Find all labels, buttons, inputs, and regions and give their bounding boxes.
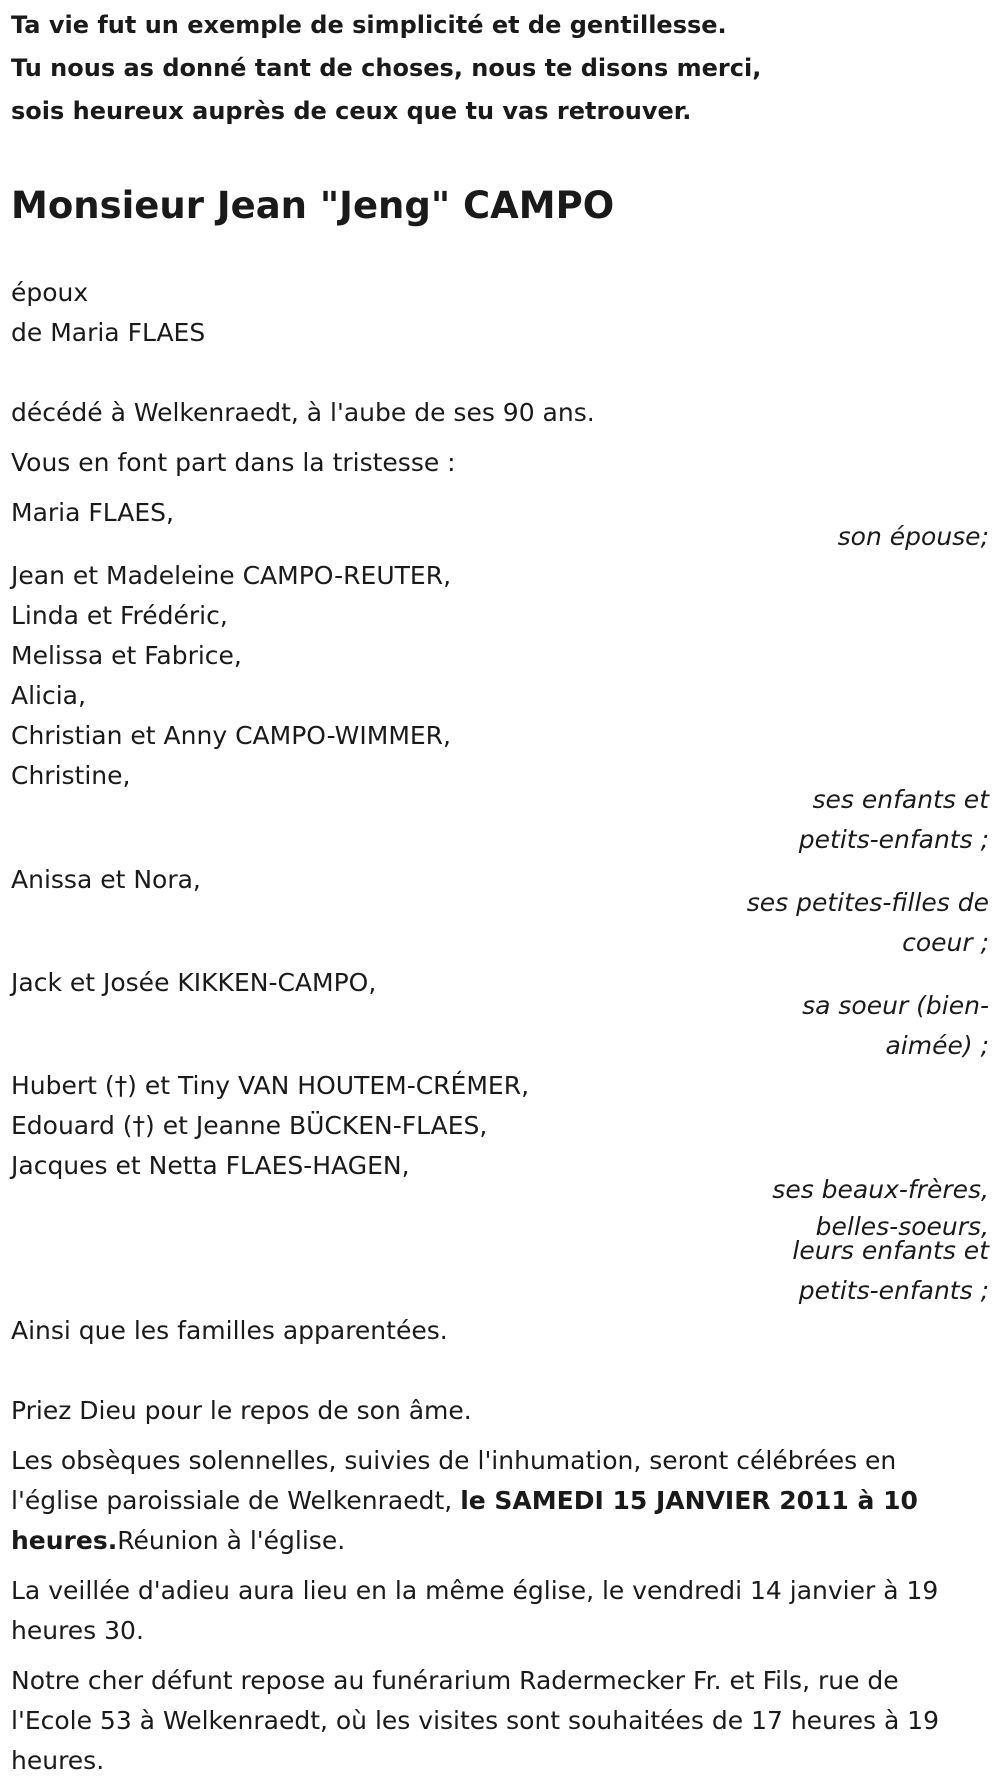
child-line: Christine, xyxy=(11,761,131,790)
quote-line-2: Tu nous as donné tant de choses, nous te disons merci, xyxy=(11,54,762,82)
inlaw-line: Hubert (†) et Tiny VAN HOUTEM-CRÉMER, xyxy=(11,1071,530,1100)
heart-name: Anissa et Nora, xyxy=(11,865,201,894)
child-line: Linda et Frédéric, xyxy=(11,601,228,630)
inlaw-line: Edouard (†) et Jeanne BÜCKEN-FLAES, xyxy=(11,1111,488,1140)
heart-relation-1: ses petites-filles de xyxy=(746,888,989,917)
funeral-text: Les obsèques solennelles, suivies de l'inhumation, seront célébrées en l'église paroissiale de Welkenraedt, xyxy=(11,1446,897,1515)
heart-relation-2: coeur ; xyxy=(902,928,989,957)
sister-name: Jack et Josée KIKKEN-CAMPO, xyxy=(11,968,377,997)
funeral-paragraph xyxy=(11,1441,986,1561)
quote-line-1: Ta vie fut un exemple de simplicité et de gentillesse. xyxy=(11,11,727,39)
funeral-meeting: Réunion à l'église. xyxy=(117,1526,346,1555)
visits-paragraph: Notre cher défunt repose au funérarium Radermecker Fr. et Fils, rue de l'Ecole 53 à Welkenraedt, où les visites sont souhaitées de 17 heures à 19 heures. xyxy=(11,1666,940,1775)
children-relation-1: ses enfants et xyxy=(812,785,989,814)
deceased-name: Monsieur Jean "Jeng" CAMPO xyxy=(11,184,615,227)
wife-name: Maria FLAES, xyxy=(11,498,174,527)
children-relation-2: petits-enfants ; xyxy=(798,825,989,854)
wake-paragraph: La veillée d'adieu aura lieu en la même église, le vendredi 14 janvier à 19 heures 30. xyxy=(11,1576,939,1645)
inlaw-line: Jacques et Netta FLAES-HAGEN, xyxy=(11,1151,410,1180)
also-line: Ainsi que les familles apparentées. xyxy=(11,1316,448,1345)
intro-line: Vous en font part dans la tristesse : xyxy=(11,448,456,477)
death-line: décédé à Welkenraedt, à l'aube de ses 90 ans. xyxy=(11,398,595,427)
inlaws-relation-2: belles-soeurs, xyxy=(815,1212,989,1241)
sister-relation-1: sa soeur (bien- xyxy=(802,991,989,1020)
sister-relation-2: aimée) ; xyxy=(885,1031,989,1060)
funeral-date: le SAMEDI 15 JANVIER 2011 à 10 heures. xyxy=(11,1486,918,1555)
spouse-line-2: de Maria FLAES xyxy=(11,318,206,347)
child-line: Melissa et Fabrice, xyxy=(11,641,242,670)
child-line: Christian et Anny CAMPO-WIMMER, xyxy=(11,721,452,750)
quote-line-3: sois heureux auprès de ceux que tu vas retrouver. xyxy=(11,97,692,125)
inlaws-relation-4: petits-enfants ; xyxy=(798,1276,989,1305)
inlaws-relation-3: leurs enfants et xyxy=(792,1236,989,1265)
inlaws-relation-1: ses beaux-frères, xyxy=(772,1175,989,1204)
spouse-line-1: époux xyxy=(11,278,89,307)
prayer-line: Priez Dieu pour le repos de son âme. xyxy=(11,1396,472,1425)
child-line: Jean et Madeleine CAMPO-REUTER, xyxy=(11,561,452,590)
wife-relation: son épouse; xyxy=(837,522,989,551)
child-line: Alicia, xyxy=(11,681,86,710)
